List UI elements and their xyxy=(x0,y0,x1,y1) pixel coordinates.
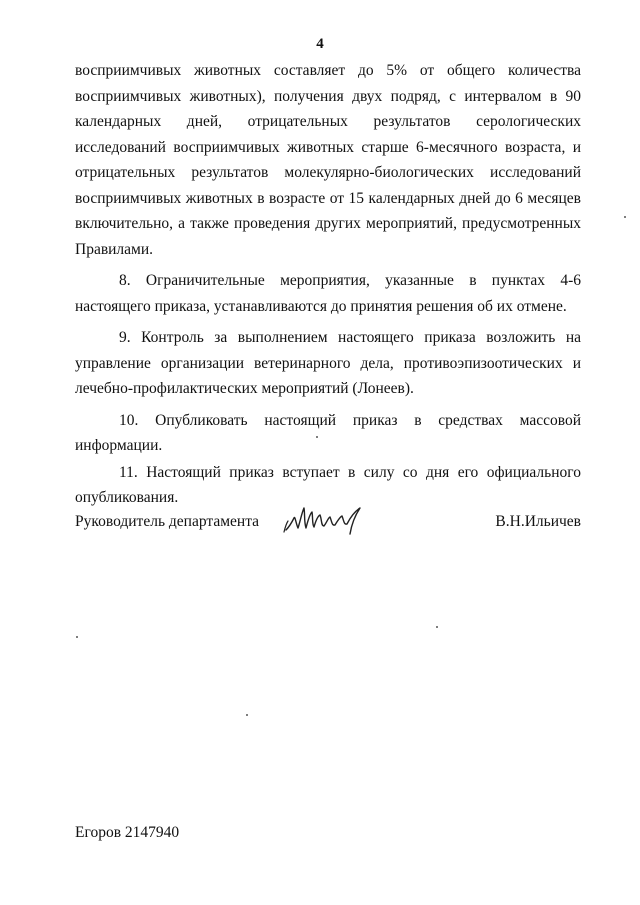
handwritten-signature xyxy=(280,500,370,540)
signatory-position: Руководитель департамента xyxy=(75,513,260,530)
item-8: 8. Ограничительные мероприятия, указанные в пунктах 4-6 настоящего приказа, устанавливаются до принятия решения об их отмене. xyxy=(75,272,581,315)
signatory-name: В.Н.Ильичев xyxy=(495,513,581,530)
scan-speck xyxy=(76,636,78,638)
signature-block xyxy=(75,508,581,538)
executor-line: Егоров 2147940 xyxy=(75,824,180,841)
scan-speck xyxy=(316,436,318,438)
page-number: 4 xyxy=(316,36,324,52)
item-9: 9. Контроль за выполнением настоящего приказа возложить на управление организации ветеринарного дела, противоэпизоотических и лечебно-профилактических мероприятий (Лонеев). xyxy=(75,329,581,397)
item-11: 11. Настоящий приказ вступает в силу со дня его официального опубликования. xyxy=(75,463,581,506)
document-body xyxy=(75,58,581,511)
item-10: 10. Опубликовать настоящий приказ в средствах массовой информации. xyxy=(75,411,581,454)
scan-speck xyxy=(246,714,248,716)
continuation-paragraph: восприимчивых животных составляет до 5% от общего количества восприимчивых животных), получения двух подряд, с интервалом в 90 календарных дней, отрицательных результатов серологических исследований восприимчивых животных старше 6-месячного возраста, и отрицательных результатов молекулярно-биологических исследований восприимчивых животных в возрасте от 15 календарных дней до 6 месяцев включительно, а также проведения других мероприятий, предусмотренных Правилами. xyxy=(75,62,581,258)
scan-speck xyxy=(436,626,438,628)
scan-speck xyxy=(624,216,626,218)
